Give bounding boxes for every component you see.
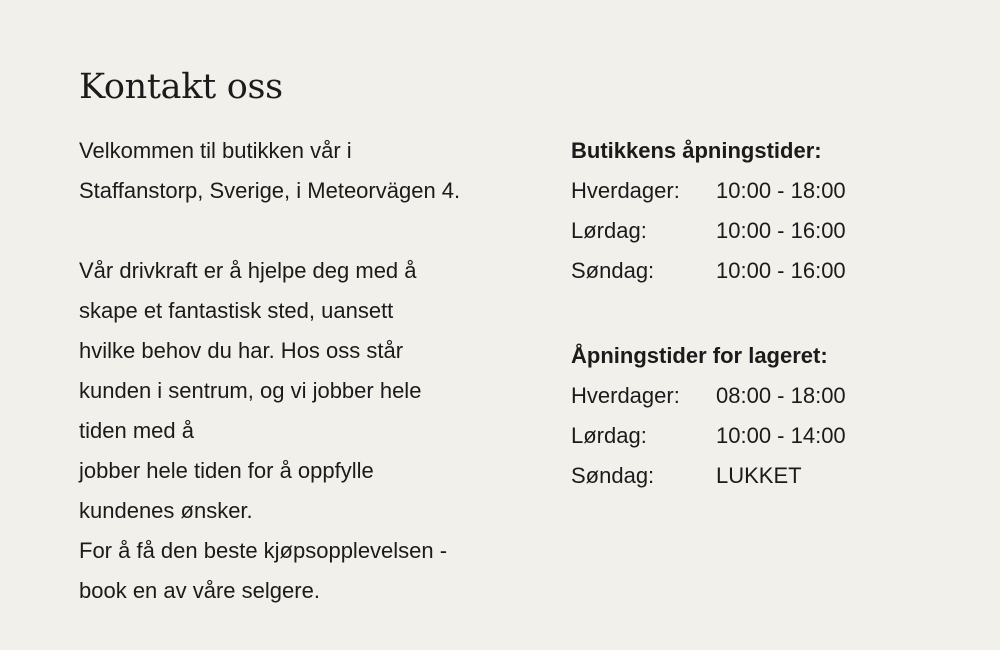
hours-time: 10:00 - 14:00 bbox=[716, 423, 846, 448]
intro-line: kunden i sentrum, og vi jobber hele bbox=[79, 378, 422, 403]
hours-row-saturday bbox=[571, 416, 951, 456]
intro-line: jobber hele tiden for å oppfylle bbox=[79, 458, 374, 483]
hours-time: 10:00 - 18:00 bbox=[716, 178, 846, 203]
intro-text bbox=[79, 131, 539, 611]
hours-day: Søndag: bbox=[571, 258, 655, 283]
hours-time: 08:00 - 18:00 bbox=[716, 383, 846, 408]
hours-row-sunday bbox=[571, 456, 951, 496]
hours-day: Hverdager: bbox=[571, 383, 680, 408]
intro-line: Staffanstorp, Sverige, i Meteorvägen 4. bbox=[79, 178, 461, 203]
hours-day: Søndag: bbox=[571, 463, 655, 488]
intro-line: Vår drivkraft er å hjelpe deg med å bbox=[79, 258, 417, 283]
hours-day: Lørdag: bbox=[571, 218, 647, 243]
hours-time: 10:00 - 16:00 bbox=[716, 218, 846, 243]
hours-row-saturday bbox=[571, 211, 951, 251]
store-hours bbox=[571, 131, 951, 291]
intro-line: For å få den beste kjøpsopplevelsen - bbox=[79, 538, 448, 563]
intro-line bbox=[79, 211, 539, 251]
intro-line: book en av våre selgere. bbox=[79, 578, 320, 603]
hours-day: Lørdag: bbox=[571, 423, 647, 448]
hours-row-weekdays bbox=[571, 376, 951, 416]
store-hours-heading: Butikkens åpningstider: bbox=[571, 138, 822, 163]
intro-line: hvilke behov du har. Hos oss står bbox=[79, 338, 404, 363]
hours-day: Hverdager: bbox=[571, 178, 680, 203]
hours-row-sunday bbox=[571, 251, 951, 291]
page-title: Kontakt oss bbox=[79, 67, 283, 107]
intro-line: skape et fantastisk sted, uansett bbox=[79, 298, 394, 323]
intro-line: kundenes ønsker. bbox=[79, 498, 253, 523]
hours-time: LUKKET bbox=[716, 463, 802, 488]
hours-row-weekdays bbox=[571, 171, 951, 211]
intro-line: tiden med å bbox=[79, 418, 194, 443]
intro-line: Velkommen til butikken vår i bbox=[79, 138, 352, 163]
warehouse-hours bbox=[571, 336, 951, 496]
warehouse-hours-heading: Åpningstider for lageret: bbox=[571, 343, 828, 368]
hours-time: 10:00 - 16:00 bbox=[716, 258, 846, 283]
